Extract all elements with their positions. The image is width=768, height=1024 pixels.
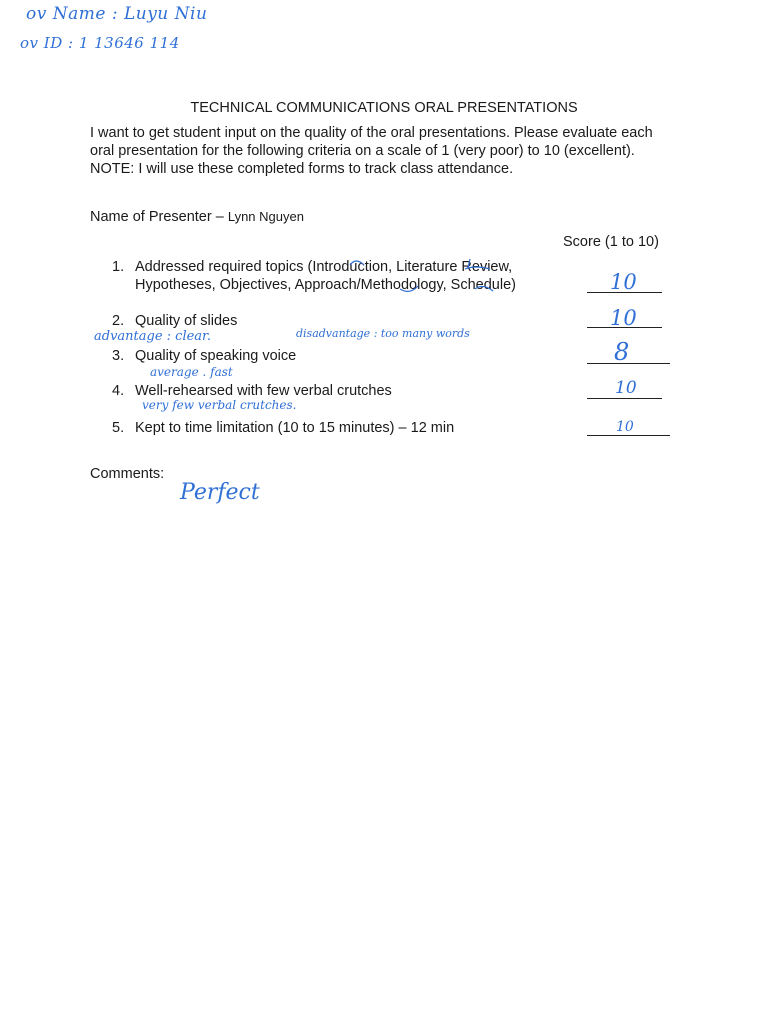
score-3: 8 [614,338,630,366]
comments-label: Comments: [90,466,165,482]
score-5: 10 [616,419,634,435]
form-title: TECHNICAL COMMUNICATIONS ORAL PRESENTATIONS [190,100,578,116]
intro-line-1: I want to get student input on the quality of the oral presentations. Please evaluate each [90,125,653,141]
criterion-2-number: 2. [112,313,125,329]
presenter-label: Name of Presenter – [90,209,228,225]
pen-scribble-marks [300,255,530,300]
score-line-5 [587,435,670,436]
presenter-name: Lynn Nguyen [227,209,304,224]
criterion-4-number: 4. [112,383,125,399]
criterion-4-text: Well-rehearsed with few verbal crutches [135,383,392,399]
handwritten-name-line: ov Name : Luyu Niu [26,4,208,24]
note-slides-disadvantage: disadvantage : too many words [296,327,470,340]
score-2: 10 [610,306,637,330]
criterion-5-text: Kept to time limitation (10 to 15 minutes) – 12 min [135,420,455,436]
note-voice: average . fast [150,365,233,379]
criterion-1-number: 1. [112,259,125,275]
note-slides-advantage: advantage : clear. [94,329,211,344]
score-line-4 [587,398,662,399]
intro-line-2: oral presentation for the following criteria on a scale of 1 (very poor) to 10 (excellent). [90,143,635,159]
presenter-row [90,209,304,226]
intro-line-3: NOTE: I will use these completed forms to track class attendance. [90,161,514,177]
criterion-3-text: Quality of speaking voice [135,348,297,364]
note-rehearsed: very few verbal crutches. [142,398,297,412]
score-header: Score (1 to 10) [563,234,659,250]
criterion-3-number: 3. [112,348,125,364]
score-1: 10 [610,270,637,294]
criterion-1-text-line-2: Hypotheses, Objectives, Approach/Methodology, Schedule) [135,277,516,293]
handwritten-id-line: ov ID : 1 13646 114 [20,34,180,52]
criterion-5-number: 5. [112,420,125,436]
score-4: 10 [615,378,637,398]
criterion-1-text-line-1: Addressed required topics (Introduction, Literature Review, [135,259,513,275]
comment-text: Perfect [180,480,260,505]
criterion-2-text: Quality of slides [135,313,238,329]
